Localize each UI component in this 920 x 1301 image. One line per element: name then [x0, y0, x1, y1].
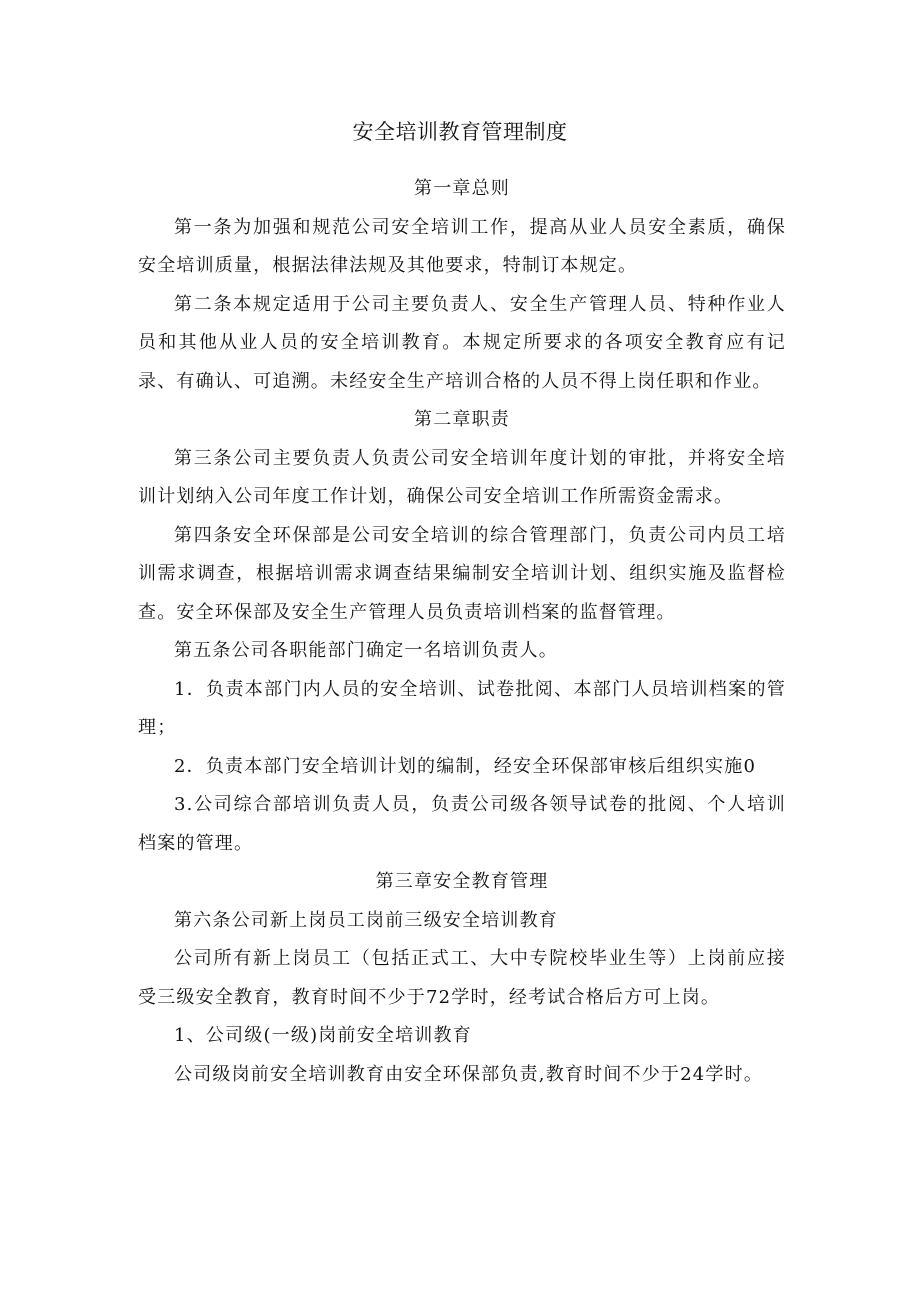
article-6: 第六条公司新上岗员工岗前三级安全培训教育	[174, 909, 558, 931]
chapter-3-heading: 第三章安全教育管理	[375, 871, 549, 892]
article-5: 第五条公司各职能部门确定一名培训负责人。	[174, 640, 558, 661]
article-5-item-3: 3.公司综合部培训负责人员，负责公司级各领导试卷的批阅、个人培训档案的管理。	[138, 794, 786, 854]
article-6-subheading-1: 1、公司级(一级)岗前安全培训教育	[174, 1025, 472, 1046]
article-6-paragraph-1: 公司所有新上岗员工（包括正式工、大中专院校毕业生等）上岗前应接受三级安全教育，教育时间不少于72学时，经考试合格后方可上岗。	[138, 948, 786, 1008]
article-3: 第三条公司主要负责人负责公司安全培训年度计划的审批，并将安全培训计划纳入公司年度工作计划，确保公司安全培训工作所需资金需求。	[138, 447, 786, 507]
chapter-1-heading: 第一章总则	[414, 178, 510, 199]
document-body	[138, 170, 786, 1094]
article-2: 第二条本规定适用于公司主要负责人、安全生产管理人员、特种作业人员和其他从业人员的安全培训教育。本规定所要求的各项安全教育应有记录、有确认、可追溯。未经安全生产培训合格的人员不得上岗任职和作业。	[138, 293, 786, 392]
article-6-paragraph-2: 公司级岗前安全培训教育由安全环保部负责,教育时间不少于24学时。	[174, 1063, 764, 1085]
article-5-item-1: 1．负责本部门内人员的安全培训、试卷批阅、本部门人员培训档案的管理；	[138, 678, 786, 738]
article-4: 第四条安全环保部是公司安全培训的综合管理部门，负责公司内员工培训需求调查，根据培训需求调查结果编制安全培训计划、组织实施及监督检查。安全环保部及安全生产管理人员负责培训档案的监督管理。	[138, 524, 786, 623]
article-5-item-2: 2．负责本部门安全培训计划的编制，经安全环保部审核后组织实施0	[174, 755, 757, 777]
article-1: 第一条为加强和规范公司安全培训工作，提高从业人员安全素质，确保安全培训质量，根据法律法规及其他要求，特制订本规定。	[138, 216, 786, 276]
document-title: 安全培训教育管理制度	[352, 120, 568, 144]
chapter-2-heading: 第二章职责	[414, 409, 510, 430]
